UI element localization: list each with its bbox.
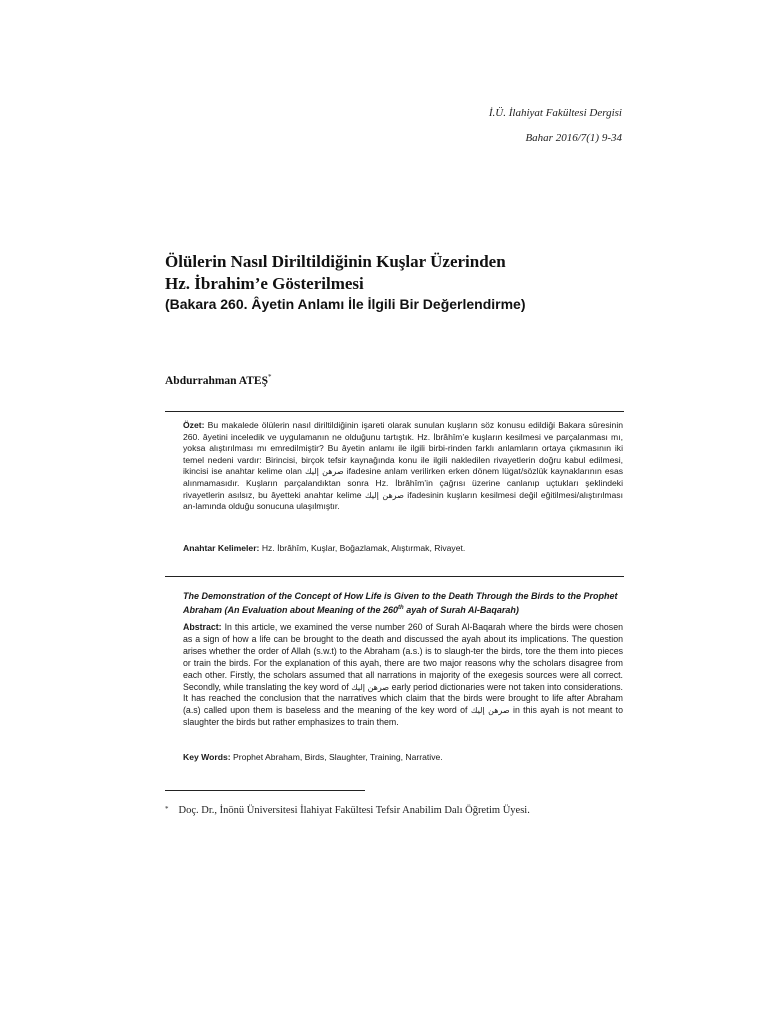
article-subtitle: (Bakara 260. Âyetin Anlamı İle İlgili Bir Değerlendirme)	[165, 296, 526, 312]
divider-middle	[165, 576, 624, 577]
footnote-mark: *	[165, 805, 169, 813]
anahtar-label: Anahtar Kelimeler:	[183, 543, 260, 553]
keywords-text: Prophet Abraham, Birds, Slaughter, Training, Narrative.	[232, 752, 443, 762]
abstract-label: Abstract:	[183, 622, 222, 632]
ozet-text-2: ifadesine anlam verilirken erken dönem lügat/sözlük kaynaklarının esas alınmamasıdır. Kuşların parçalandıktan sonra Hz. İbrâhîm’in çağrısı üzerine canlanıp uçtukları şeklindeki rivayetlerin asılsız, bu âyetteki anahtar kelime	[183, 466, 624, 500]
english-title-text-end: ayah of Surah Al-Baqarah)	[403, 604, 519, 615]
arabic-keyword: صرهن إليك	[305, 467, 344, 477]
footnote-text: Doç. Dr., İnönü Üniversitesi İlahiyat Fakültesi Tefsir Anabilim Dalı Öğretim Üyesi.	[178, 805, 530, 816]
arabic-keyword: صرهن إليك	[470, 706, 510, 716]
author-footnote-mark: *	[268, 373, 272, 381]
keywords-label: Key Words:	[183, 752, 231, 762]
abstract-text-2: early period dictionaries were not taken into considerations. It has reached the conclusion that the narratives which claim that the birds were brought to life after Abraham (a.s) called upon them is baseless and the meaning of the key word of	[183, 681, 623, 716]
english-title-sup: th	[398, 604, 404, 611]
journal-name: İ.Ü. İlahiyat Fakültesi Dergisi	[488, 107, 622, 119]
footnote	[165, 805, 530, 816]
english-abstract	[183, 622, 623, 729]
arabic-keyword: صرهن إليك	[351, 682, 390, 692]
abstract-text-1: In this article, we examined the verse number 260 of Surah Al-Baqarah where the birds were chosen as a sign of how a life can be brought to the death and discussed the ayah about its implications. The question arises whether the order of Allah (s.w.t) to the Abraham (a.s.) is to slaugh-ter the birds, tore the them into pieces or train the birds. For the explanation of this ayah, there are two major reasons why the scholars disagree from each other. Firstly, the scholars assumed that all narrations in majority of the exegesis sources were all correct. Secondly, while translating the key word of	[183, 622, 623, 692]
english-title	[183, 591, 623, 616]
ozet-text-1: Bu makalede ölülerin nasıl diriltildiğinin işareti olarak sunulan kuşların söz konusu edildiği Bakara sûresinin 260. âyetini inceledik ve uygulamanın ne olduğunu tartıştık. Hz. İbrâhîm’e kuşların kesilmesi ve parçalanması mı, yoksa alıştırılması mı emredilmiştir? Bu âyetin anlamı ile ilgili birbi-rinden farklı anlamların ortaya çıkmasının iki temel nedeni vardır: Birincisi, birçok tefsir kaynağında konu ile ilgili nakledilen rivayetlerin doğru kabul edilmesi, ikincisi ise anahtar kelime olan	[183, 420, 624, 477]
turkish-abstract	[183, 420, 623, 513]
footnote-divider	[165, 790, 365, 791]
article-title-line-1: Ölülerin Nasıl Diriltildiğinin Kuşlar Üzerinden	[165, 252, 506, 271]
abstract-text-3: in this ayah is not meant to slaughter the birds but rather emphasizes to train them.	[183, 705, 624, 728]
divider-top	[165, 411, 624, 412]
turkish-keywords	[183, 543, 623, 555]
author-name: Abdurrahman ATEŞ	[165, 374, 269, 387]
author	[165, 373, 272, 387]
ozet-text-3: ifadesinin kuşların kesilmesi değil eğitilmesi/alıştırılması an-lamında olduğu sonucuna ulaşılmıştır.	[183, 489, 623, 512]
anahtar-text: Hz. İbrâhîm, Kuşlar, Boğazlamak, Alıştırmak, Rivayet.	[261, 543, 466, 553]
english-title-text: The Demonstration of the Concept of How Life is Given to the Death Through the Birds to the Prophet Abraham (An Evaluation about Meaning of the 260	[183, 591, 618, 615]
ozet-label: Özet:	[183, 420, 205, 430]
journal-issue: Bahar 2016/7(1) 9-34	[525, 132, 622, 144]
arabic-keyword: صرهن إليك	[364, 490, 404, 500]
article-title-line-2: Hz. İbrahim’e Gösterilmesi	[165, 274, 364, 293]
english-keywords	[183, 752, 623, 764]
